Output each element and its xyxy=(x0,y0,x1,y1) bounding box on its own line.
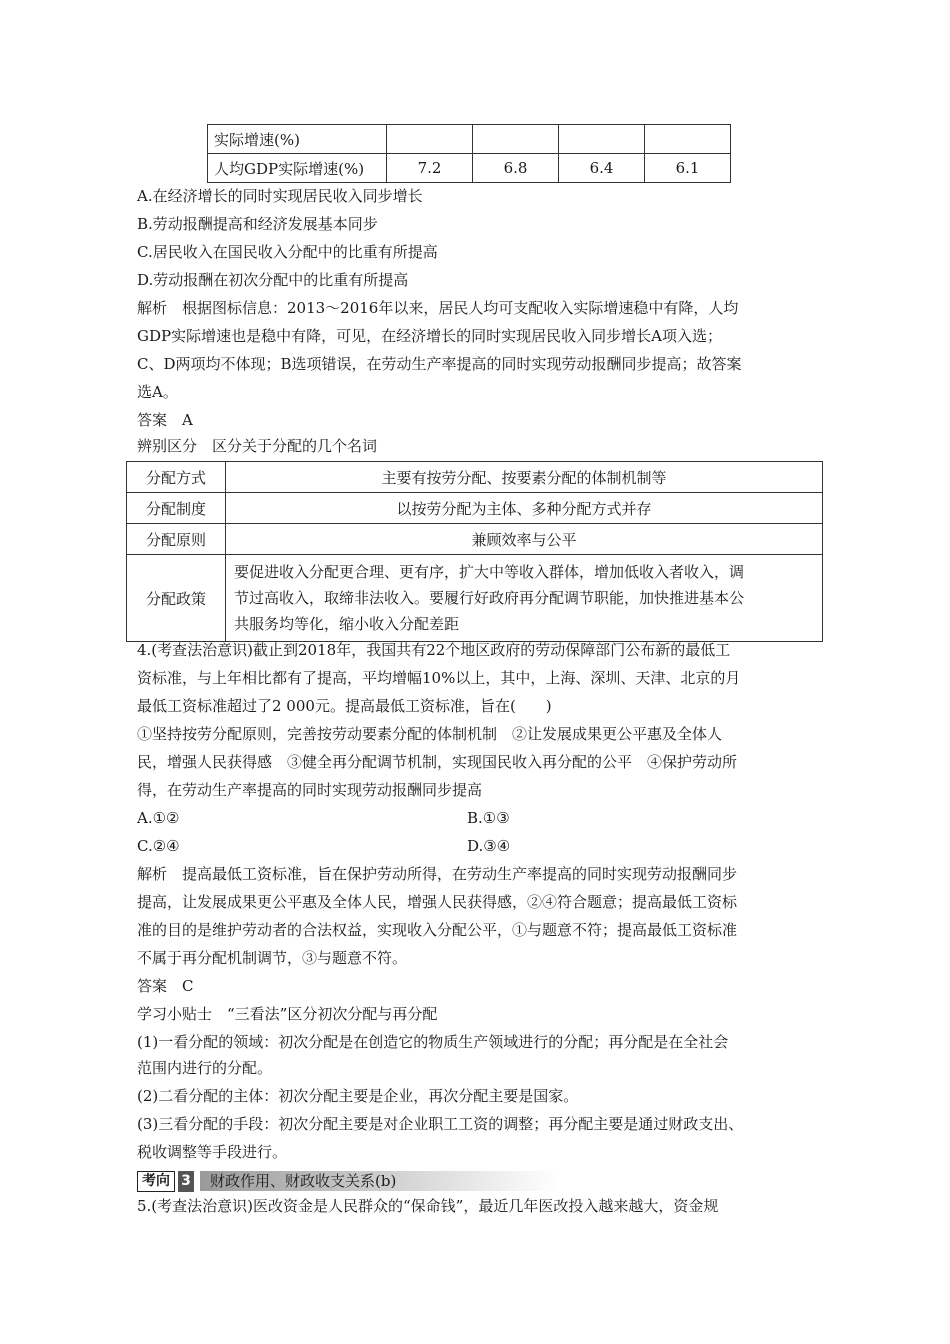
table-cell xyxy=(387,125,473,154)
distribution-terms-table xyxy=(126,461,823,642)
distinguish-title: 辨别区分 区分关于分配的几个名词 xyxy=(137,437,378,455)
section-number: 3 xyxy=(178,1171,194,1192)
table-cell: 实际增速(%) xyxy=(208,125,387,154)
question-stem: 4.(考查法治意识)截止到2018年，我国共有22个地区政府的劳动保障部门公布新的最低工 xyxy=(137,641,731,659)
tips-title: 学习小贴士 “三看法”区分初次分配与再分配 xyxy=(137,1005,438,1023)
policy-line: 要促进收入分配更合理、更有序，扩大中等收入群体，增加低收入者收入，调 xyxy=(234,563,745,581)
table-row xyxy=(127,493,823,524)
policy-line: 节过高收入，取缔非法收入。要履行好政府再分配调节职能，加快推进基本公 xyxy=(234,589,745,607)
table-cell xyxy=(559,125,645,154)
table-cell: 兼顾效率与公平 xyxy=(226,524,823,555)
option-c: C.②④ xyxy=(137,837,180,855)
table-row xyxy=(208,154,731,183)
table-cell: 人均GDP实际增速(%) xyxy=(208,154,387,183)
table-cell xyxy=(645,125,731,154)
table-cell: 以按劳分配为主体、多种分配方式并存 xyxy=(226,493,823,524)
question-item: ①坚持按劳分配原则，完善按劳动要素分配的体制机制 ②让发展成果更公平惠及全体人 xyxy=(137,725,723,743)
tips-line: (2)二看分配的主体：初次分配主要是企业，再次分配主要是国家。 xyxy=(137,1087,579,1105)
option-a: A.①② xyxy=(137,809,180,827)
analysis-line: 不属于再分配机制调节，③与题意不符。 xyxy=(137,949,408,967)
analysis-line: 选A。 xyxy=(137,383,178,401)
table-row xyxy=(127,524,823,555)
table-cell: 分配原则 xyxy=(127,524,226,555)
table-cell: 主要有按劳分配、按要素分配的体制机制等 xyxy=(226,462,823,493)
analysis-line: 提高，让发展成果更公平惠及全体人民，增强人民获得感，②④符合题意；提高最低工资标 xyxy=(137,893,738,911)
option-b: B.劳动报酬提高和经济发展基本同步 xyxy=(137,215,378,233)
question-item: 民，增强人民获得感 ③健全再分配调节机制，实现国民收入再分配的公平 ④保护劳动所 xyxy=(137,753,738,771)
option-b: B.①③ xyxy=(467,809,510,827)
section-header xyxy=(137,1170,560,1192)
policy-line: 共服务均等化，缩小收入分配差距 xyxy=(234,615,460,633)
table-cell: 分配制度 xyxy=(127,493,226,524)
analysis-line: 准的目的是维护劳动者的合法权益，实现收入分配公平，①与题意不符；提高最低工资标准 xyxy=(137,921,738,939)
table-cell: 分配方式 xyxy=(127,462,226,493)
table-cell: 6.4 xyxy=(559,154,645,183)
table-row xyxy=(208,125,731,154)
answer: 答案 C xyxy=(137,977,194,995)
analysis-line: 解析 提高最低工资标准，旨在保护劳动所得，在劳动生产率提高的同时实现劳动报酬同步 xyxy=(137,865,738,883)
table-cell: 6.1 xyxy=(645,154,731,183)
section-title: 财政作用、财政收支关系(b) xyxy=(200,1171,560,1191)
analysis-line: C、D两项均不体现；B选项错误，在劳动生产率提高的同时实现劳动报酬同步提高；故答案 xyxy=(137,355,742,373)
growth-table xyxy=(207,124,731,183)
tips-line: 范围内进行的分配。 xyxy=(137,1059,273,1077)
question-stem: 最低工资标准超过了2 000元。提高最低工资标准，旨在( ) xyxy=(137,697,552,715)
tips-line: (3)三看分配的手段：初次分配主要是对企业职工工资的调整；再分配主要是通过财政支出、 xyxy=(137,1115,744,1133)
option-d: D.劳动报酬在初次分配中的比重有所提高 xyxy=(137,271,409,289)
table-cell xyxy=(226,555,823,642)
option-d: D.③④ xyxy=(467,837,511,855)
analysis-line: GDP实际增速也是稳中有降，可见，在经济增长的同时实现居民收入同步增长A项入选； xyxy=(137,327,722,345)
option-a: A.在经济增长的同时实现居民收入同步增长 xyxy=(137,187,423,205)
question-stem: 5.(考查法治意识)医改资金是人民群众的“保命钱”，最近几年医改投入越来越大，资金规 xyxy=(137,1197,719,1215)
option-c: C.居民收入在国民收入分配中的比重有所提高 xyxy=(137,243,438,261)
table-cell: 7.2 xyxy=(387,154,473,183)
table-cell: 分配政策 xyxy=(127,555,226,642)
tips-line: 税收调整等手段进行。 xyxy=(137,1143,288,1161)
table-row xyxy=(127,462,823,493)
section-tag: 考向 xyxy=(137,1171,175,1192)
analysis-line: 解析 根据图标信息：2013～2016年以来，居民人均可支配收入实际增速稳中有降，人均 xyxy=(137,299,739,317)
table-cell: 6.8 xyxy=(473,154,559,183)
question-item: 得，在劳动生产率提高的同时实现劳动报酬同步提高 xyxy=(137,781,483,799)
table-cell xyxy=(473,125,559,154)
answer: 答案 A xyxy=(137,411,193,429)
question-stem: 资标准，与上年相比都有了提高，平均增幅10%以上，其中，上海、深圳、天津、北京的月 xyxy=(137,669,741,687)
tips-line: (1)一看分配的领域：初次分配是在创造它的物质生产领域进行的分配；再分配是在全社会 xyxy=(137,1033,729,1051)
table-row xyxy=(127,555,823,642)
